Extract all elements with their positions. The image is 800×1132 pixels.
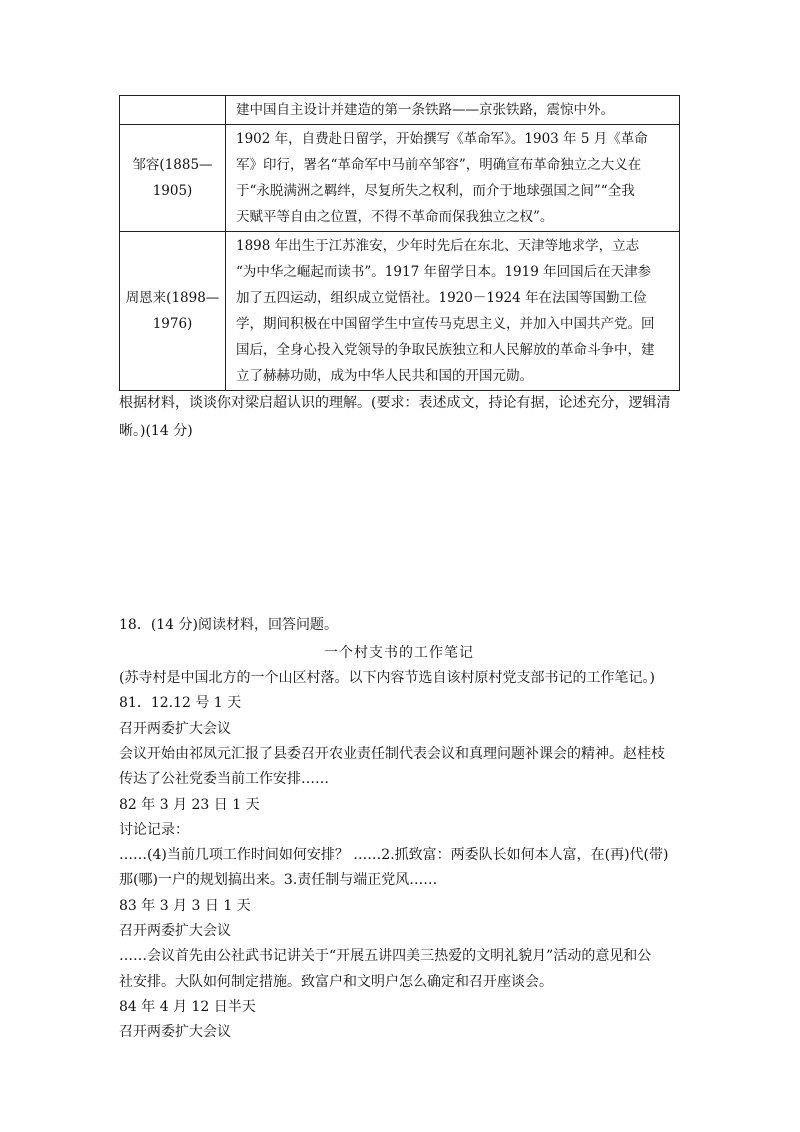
notes-line: 召开两委扩大会议 (119, 923, 231, 939)
description-line: 军》印行，署名“革命军中马前卒邹容”，明确宣布革命独立之大义在 (236, 157, 642, 173)
name-cell (120, 125, 226, 232)
name-line: 1905) (152, 183, 193, 199)
notes-title: 一个村支书的工作笔记 (324, 645, 474, 661)
description-line: 于“永脱满洲之羁绊，尽复所失之权利，而介于地球强国之间”“全我 (236, 183, 635, 199)
prompt-line: 晰。)(14 分) (119, 423, 193, 439)
description-cell (226, 96, 680, 125)
table-row (120, 232, 680, 391)
table-row (120, 96, 680, 125)
notes-line: 83 年 3 月 3 日 1 天 (119, 898, 251, 914)
description-line: 加了五四运动，组织成立觉悟社。1920－1924 年在法国等国勤工俭 (236, 290, 647, 306)
notes-line: 传达了公社党委当前工作安排…… (119, 771, 329, 787)
description-line: 立了赫赫功勋，成为中华人民共和国的开国元勋。 (236, 368, 533, 384)
description-line: 1902 年，自费赴日留学，开始撰写《革命军》。1903 年 5 月《革命 (236, 131, 648, 147)
notes-line: 召开两委扩大会议 (119, 1024, 231, 1040)
description-cell (226, 125, 680, 232)
notes-line: 讨论记录： (119, 822, 189, 838)
description-cell (226, 232, 680, 391)
description-line: 建中国自主设计并建造的第一条铁路——京张铁路，震惊中外。 (236, 102, 614, 118)
name-line: 1976) (152, 316, 193, 332)
notes-line: (苏寺村是中国北方的一个山区村落。以下内容节选自该村原村党支部书记的工作笔记。) (119, 670, 655, 686)
name-cell (120, 96, 226, 125)
notes-line: 那(哪)一户的规划搞出来。3.责任制与端正党风…… (119, 872, 438, 888)
notes-line: 社安排。大队如何制定措施。致富户和文明户怎么确定和召开座谈会。 (119, 974, 553, 990)
notes-line: 82 年 3 月 23 日 1 天 (119, 797, 260, 813)
description-line: 1898 年出生于江苏淮安，少年时先后在东北、天津等地求学，立志 (236, 238, 640, 254)
name-line: 邹容(1885— (132, 157, 213, 173)
question-17-prompt (119, 392, 691, 448)
notes-line: ……会议首先由公社武书记讲关于“开展五讲四美三热爱的文明礼貌月”活动的意见和公 (119, 948, 652, 964)
notes-line: 召开两委扩大会议 (119, 721, 231, 737)
notes-line: 会议开始由祁凤元汇报了县委召开农业责任制代表会议和真理问题补课会的精神。赵桂枝 (119, 746, 665, 762)
description-line: 学，期间积极在中国留学生中宣传马克思主义，并加入中国共产党。回 (236, 316, 655, 332)
prompt-line: 根据材料，谈谈你对梁启超认识的理解。(要求：表述成文，持论有据，论述充分，逻辑清 (119, 395, 671, 411)
table-row (120, 125, 680, 232)
notes-line: 81．12.12 号 1 天 (119, 695, 242, 711)
name-line: 周恩来(1898— (125, 290, 220, 306)
question-header: 18．(14 分)阅读材料，回答问题。 (119, 617, 339, 633)
description-line: “为中华之崛起而读书”。1917 年留学日本。1919 年回国后在天津参 (236, 264, 652, 280)
description-line: 天赋平等自由之位置，不得不革命而保我独立之权”。 (236, 209, 554, 225)
question-18 (119, 614, 691, 1040)
notes-line: 84 年 4 月 12 日半天 (119, 999, 256, 1015)
description-line: 国后，全身心投入党领导的争取民族独立和人民解放的革命斗争中，建 (236, 342, 655, 358)
notes-line: ……(4)当前几项工作时间如何安排？ ……2.抓致富：两委队长如何本人富，在(再)代(带) (119, 847, 669, 863)
name-cell (120, 232, 226, 391)
biography-table (119, 95, 680, 391)
